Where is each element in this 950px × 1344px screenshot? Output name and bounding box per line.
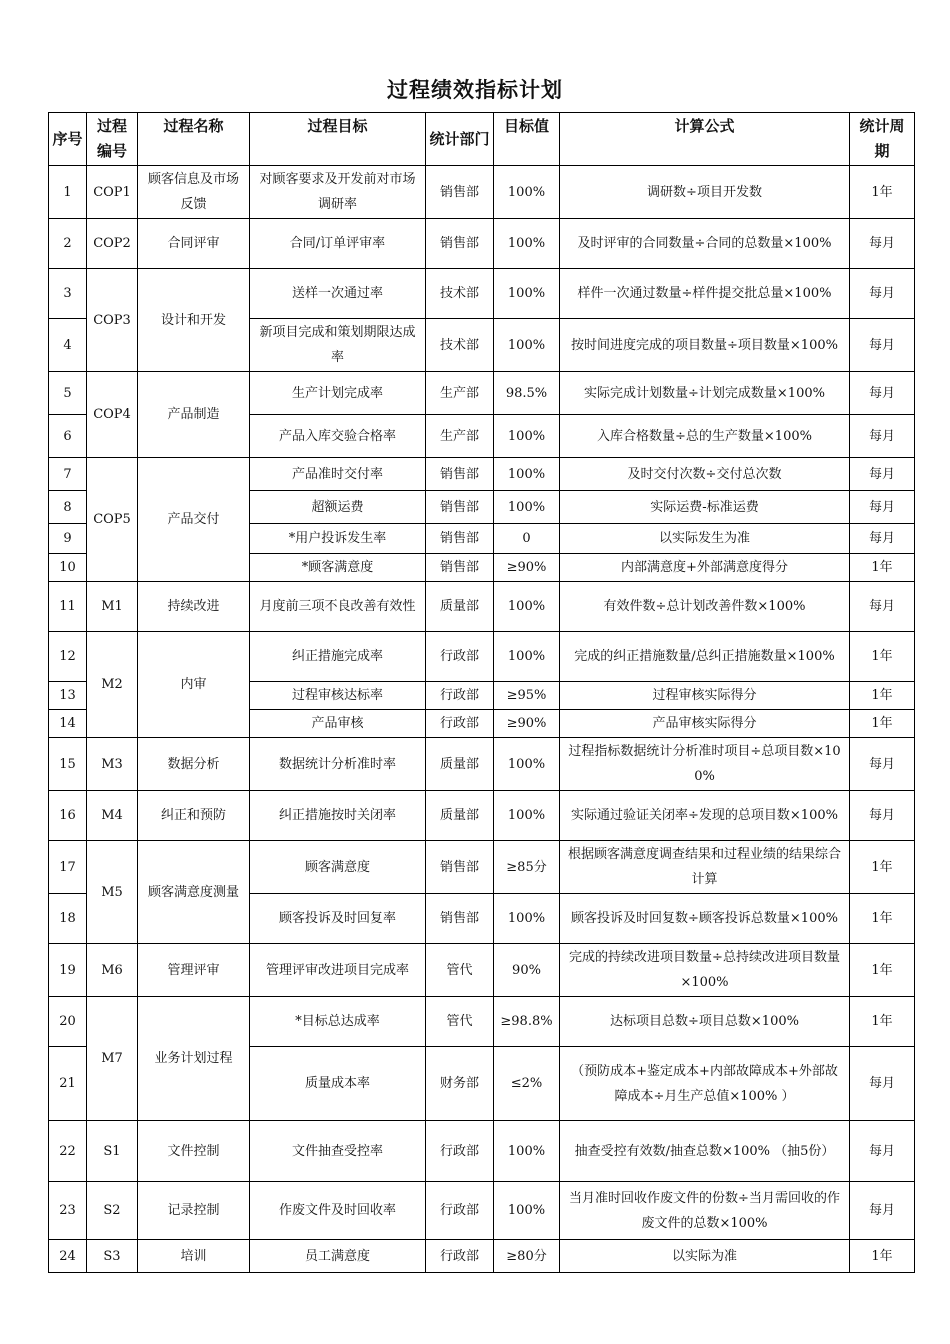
cell-period: 1年 — [850, 997, 915, 1047]
cell-process-name: 产品交付 — [138, 458, 250, 582]
cell-dept: 质量部 — [426, 738, 494, 791]
cell-process-name: 顾客信息及市场反馈 — [138, 166, 250, 219]
cell-target: 100% — [494, 894, 560, 944]
cell-dept: 行政部 — [426, 1182, 494, 1240]
cell-process-name: 合同评审 — [138, 219, 250, 269]
cell-period: 每月 — [850, 219, 915, 269]
table-row — [49, 219, 915, 269]
cell-goal: 产品审核 — [250, 710, 426, 738]
cell-seq: 12 — [49, 632, 87, 682]
cell-code: M1 — [87, 582, 138, 632]
cell-period: 每月 — [850, 491, 915, 524]
cell-goal: 合同/订单评审率 — [250, 219, 426, 269]
cell-target: 100% — [494, 1182, 560, 1240]
cell-dept: 质量部 — [426, 582, 494, 632]
cell-seq: 5 — [49, 372, 87, 415]
cell-goal: *顾客满意度 — [250, 554, 426, 582]
cell-formula: 过程指标数据统计分析准时项目÷总项目数×100% — [560, 738, 850, 791]
cell-formula: 实际完成计划数量÷计划完成数量×100% — [560, 372, 850, 415]
cell-formula: （预防成本+鉴定成本+内部故障成本+外部故障成本÷月生产总值×100% ） — [560, 1047, 850, 1121]
cell-goal: 质量成本率 — [250, 1047, 426, 1121]
cell-seq: 19 — [49, 944, 87, 997]
cell-target: 100% — [494, 219, 560, 269]
cell-code: COP4 — [87, 372, 138, 458]
cell-goal: 月度前三项不良改善有效性 — [250, 582, 426, 632]
cell-target: 100% — [494, 738, 560, 791]
table-row — [49, 458, 915, 491]
cell-target: ≤2% — [494, 1047, 560, 1121]
cell-seq: 10 — [49, 554, 87, 582]
cell-period: 1年 — [850, 944, 915, 997]
header-target: 目标值 — [494, 113, 560, 166]
cell-code: COP2 — [87, 219, 138, 269]
cell-seq: 1 — [49, 166, 87, 219]
cell-formula: 抽查受控有效数/抽查总数×100% （抽5份） — [560, 1121, 850, 1182]
cell-seq: 16 — [49, 791, 87, 841]
cell-code: S3 — [87, 1240, 138, 1273]
cell-seq: 24 — [49, 1240, 87, 1273]
cell-target: ≥90% — [494, 710, 560, 738]
cell-seq: 20 — [49, 997, 87, 1047]
cell-goal: 员工满意度 — [250, 1240, 426, 1273]
cell-dept: 财务部 — [426, 1047, 494, 1121]
cell-dept: 销售部 — [426, 841, 494, 894]
cell-period: 每月 — [850, 1182, 915, 1240]
table-row — [49, 791, 915, 841]
cell-dept: 销售部 — [426, 166, 494, 219]
cell-formula: 以实际为准 — [560, 1240, 850, 1273]
cell-goal: 数据统计分析准时率 — [250, 738, 426, 791]
cell-period: 1年 — [850, 1240, 915, 1273]
cell-target: ≥95% — [494, 682, 560, 710]
cell-process-name: 管理评审 — [138, 944, 250, 997]
table-header-row — [49, 113, 915, 166]
cell-dept: 销售部 — [426, 524, 494, 554]
cell-goal: 超额运费 — [250, 491, 426, 524]
cell-process-name: 记录控制 — [138, 1182, 250, 1240]
cell-dept: 行政部 — [426, 682, 494, 710]
cell-seq: 17 — [49, 841, 87, 894]
cell-process-name: 业务计划过程 — [138, 997, 250, 1121]
cell-process-name: 文件控制 — [138, 1121, 250, 1182]
cell-seq: 23 — [49, 1182, 87, 1240]
cell-target: 100% — [494, 491, 560, 524]
cell-dept: 销售部 — [426, 458, 494, 491]
cell-code: M5 — [87, 841, 138, 944]
cell-period: 1年 — [850, 894, 915, 944]
cell-period: 每月 — [850, 582, 915, 632]
cell-dept: 技术部 — [426, 269, 494, 319]
cell-code: M4 — [87, 791, 138, 841]
cell-dept: 管代 — [426, 997, 494, 1047]
cell-formula: 调研数÷项目开发数 — [560, 166, 850, 219]
page-title: 过程绩效指标计划 — [387, 78, 563, 102]
cell-seq: 14 — [49, 710, 87, 738]
cell-seq: 7 — [49, 458, 87, 491]
cell-dept: 行政部 — [426, 1121, 494, 1182]
cell-target: 100% — [494, 791, 560, 841]
cell-formula: 样件一次通过数量÷样件提交批总量×100% — [560, 269, 850, 319]
cell-formula: 根据顾客满意度调查结果和过程业绩的结果综合计算 — [560, 841, 850, 894]
cell-target: 100% — [494, 632, 560, 682]
cell-dept: 行政部 — [426, 710, 494, 738]
cell-target: 100% — [494, 1121, 560, 1182]
cell-seq: 15 — [49, 738, 87, 791]
cell-code: M6 — [87, 944, 138, 997]
cell-formula: 达标项目总数÷项目总数×100% — [560, 997, 850, 1047]
cell-target: 100% — [494, 415, 560, 458]
cell-process-name: 设计和开发 — [138, 269, 250, 372]
cell-goal: 送样一次通过率 — [250, 269, 426, 319]
header-name: 过程名称 — [138, 113, 250, 166]
cell-period: 1年 — [850, 166, 915, 219]
cell-seq: 6 — [49, 415, 87, 458]
cell-formula: 内部满意度+外部满意度得分 — [560, 554, 850, 582]
cell-seq: 8 — [49, 491, 87, 524]
cell-code: M2 — [87, 632, 138, 738]
cell-goal: 顾客满意度 — [250, 841, 426, 894]
header-seq: 序号 — [49, 113, 87, 166]
cell-formula: 有效件数÷总计划改善件数×100% — [560, 582, 850, 632]
table-row — [49, 1182, 915, 1240]
cell-seq: 2 — [49, 219, 87, 269]
header-code: 过程编号 — [87, 113, 138, 166]
cell-seq: 9 — [49, 524, 87, 554]
cell-code: M7 — [87, 997, 138, 1121]
cell-formula: 以实际发生为准 — [560, 524, 850, 554]
cell-seq: 18 — [49, 894, 87, 944]
cell-goal: 管理评审改进项目完成率 — [250, 944, 426, 997]
cell-dept: 行政部 — [426, 632, 494, 682]
cell-formula: 按时间进度完成的项目数量÷项目数量×100% — [560, 319, 850, 372]
cell-period: 每月 — [850, 269, 915, 319]
cell-process-name: 数据分析 — [138, 738, 250, 791]
cell-formula: 过程审核实际得分 — [560, 682, 850, 710]
cell-period: 1年 — [850, 682, 915, 710]
cell-period: 1年 — [850, 710, 915, 738]
performance-table — [48, 112, 915, 1273]
cell-formula: 产品审核实际得分 — [560, 710, 850, 738]
table-row — [49, 841, 915, 894]
cell-period: 1年 — [850, 632, 915, 682]
cell-goal: 顾客投诉及时回复率 — [250, 894, 426, 944]
cell-process-name: 培训 — [138, 1240, 250, 1273]
cell-goal: 作废文件及时回收率 — [250, 1182, 426, 1240]
table-row — [49, 166, 915, 219]
cell-goal: 对顾客要求及开发前对市场调研率 — [250, 166, 426, 219]
cell-target: 90% — [494, 944, 560, 997]
cell-dept: 销售部 — [426, 554, 494, 582]
cell-target: 100% — [494, 458, 560, 491]
cell-goal: *用户投诉发生率 — [250, 524, 426, 554]
cell-process-name: 内审 — [138, 632, 250, 738]
cell-period: 每月 — [850, 738, 915, 791]
table-row — [49, 269, 915, 319]
cell-seq: 13 — [49, 682, 87, 710]
cell-dept: 行政部 — [426, 1240, 494, 1273]
cell-seq: 22 — [49, 1121, 87, 1182]
table-row — [49, 944, 915, 997]
cell-target: ≥90% — [494, 554, 560, 582]
cell-process-name: 持续改进 — [138, 582, 250, 632]
cell-dept: 技术部 — [426, 319, 494, 372]
cell-period: 每月 — [850, 415, 915, 458]
cell-dept: 销售部 — [426, 491, 494, 524]
cell-dept: 质量部 — [426, 791, 494, 841]
cell-target: 100% — [494, 269, 560, 319]
cell-period: 1年 — [850, 554, 915, 582]
cell-dept: 生产部 — [426, 372, 494, 415]
cell-code: S1 — [87, 1121, 138, 1182]
cell-formula: 顾客投诉及时回复数÷顾客投诉总数量×100% — [560, 894, 850, 944]
cell-goal: 文件抽查受控率 — [250, 1121, 426, 1182]
cell-goal: 纠正措施完成率 — [250, 632, 426, 682]
cell-seq: 21 — [49, 1047, 87, 1121]
cell-period: 每月 — [850, 791, 915, 841]
cell-dept: 销售部 — [426, 894, 494, 944]
cell-code: S2 — [87, 1182, 138, 1240]
cell-code: COP1 — [87, 166, 138, 219]
cell-dept: 销售部 — [426, 219, 494, 269]
cell-target: 0 — [494, 524, 560, 554]
cell-seq: 11 — [49, 582, 87, 632]
cell-process-name: 顾客满意度测量 — [138, 841, 250, 944]
cell-goal: 纠正措施按时关闭率 — [250, 791, 426, 841]
cell-period: 1年 — [850, 841, 915, 894]
cell-seq: 3 — [49, 269, 87, 319]
cell-goal: 过程审核达标率 — [250, 682, 426, 710]
cell-goal: 生产计划完成率 — [250, 372, 426, 415]
header-goal: 过程目标 — [250, 113, 426, 166]
cell-formula: 实际通过验证关闭率÷发现的总项目数×100% — [560, 791, 850, 841]
table-row — [49, 632, 915, 682]
cell-formula: 完成的纠正措施数量/总纠正措施数量×100% — [560, 632, 850, 682]
cell-target: 100% — [494, 319, 560, 372]
cell-goal: 产品准时交付率 — [250, 458, 426, 491]
table-row — [49, 1240, 915, 1273]
cell-goal: 产品入库交验合格率 — [250, 415, 426, 458]
cell-formula: 及时交付次数÷交付总次数 — [560, 458, 850, 491]
cell-target: ≥98.8% — [494, 997, 560, 1047]
header-period: 统计周期 — [850, 113, 915, 166]
cell-period: 每月 — [850, 1047, 915, 1121]
cell-process-name: 纠正和预防 — [138, 791, 250, 841]
cell-formula: 完成的持续改进项目数量÷总持续改进项目数量×100% — [560, 944, 850, 997]
cell-period: 每月 — [850, 458, 915, 491]
cell-seq: 4 — [49, 319, 87, 372]
cell-target: ≥85分 — [494, 841, 560, 894]
cell-target: 100% — [494, 166, 560, 219]
header-formula: 计算公式 — [560, 113, 850, 166]
cell-goal: *目标总达成率 — [250, 997, 426, 1047]
cell-period: 每月 — [850, 372, 915, 415]
cell-target: ≥80分 — [494, 1240, 560, 1273]
cell-dept: 管代 — [426, 944, 494, 997]
cell-formula: 入库合格数量÷总的生产数量×100% — [560, 415, 850, 458]
cell-formula: 当月准时回收作废文件的份数÷当月需回收的作废文件的总数×100% — [560, 1182, 850, 1240]
table-row — [49, 372, 915, 415]
cell-target: 98.5% — [494, 372, 560, 415]
table-row — [49, 738, 915, 791]
cell-target: 100% — [494, 582, 560, 632]
cell-period: 每月 — [850, 319, 915, 372]
cell-dept: 生产部 — [426, 415, 494, 458]
cell-code: COP3 — [87, 269, 138, 372]
cell-period: 每月 — [850, 1121, 915, 1182]
cell-formula: 实际运费-标准运费 — [560, 491, 850, 524]
cell-formula: 及时评审的合同数量÷合同的总数量×100% — [560, 219, 850, 269]
cell-process-name: 产品制造 — [138, 372, 250, 458]
cell-code: M3 — [87, 738, 138, 791]
cell-code: COP5 — [87, 458, 138, 582]
table-row — [49, 582, 915, 632]
cell-goal: 新项目完成和策划期限达成率 — [250, 319, 426, 372]
header-dept: 统计部门 — [426, 113, 494, 166]
table-row — [49, 997, 915, 1047]
table-row — [49, 1121, 915, 1182]
cell-period: 每月 — [850, 524, 915, 554]
